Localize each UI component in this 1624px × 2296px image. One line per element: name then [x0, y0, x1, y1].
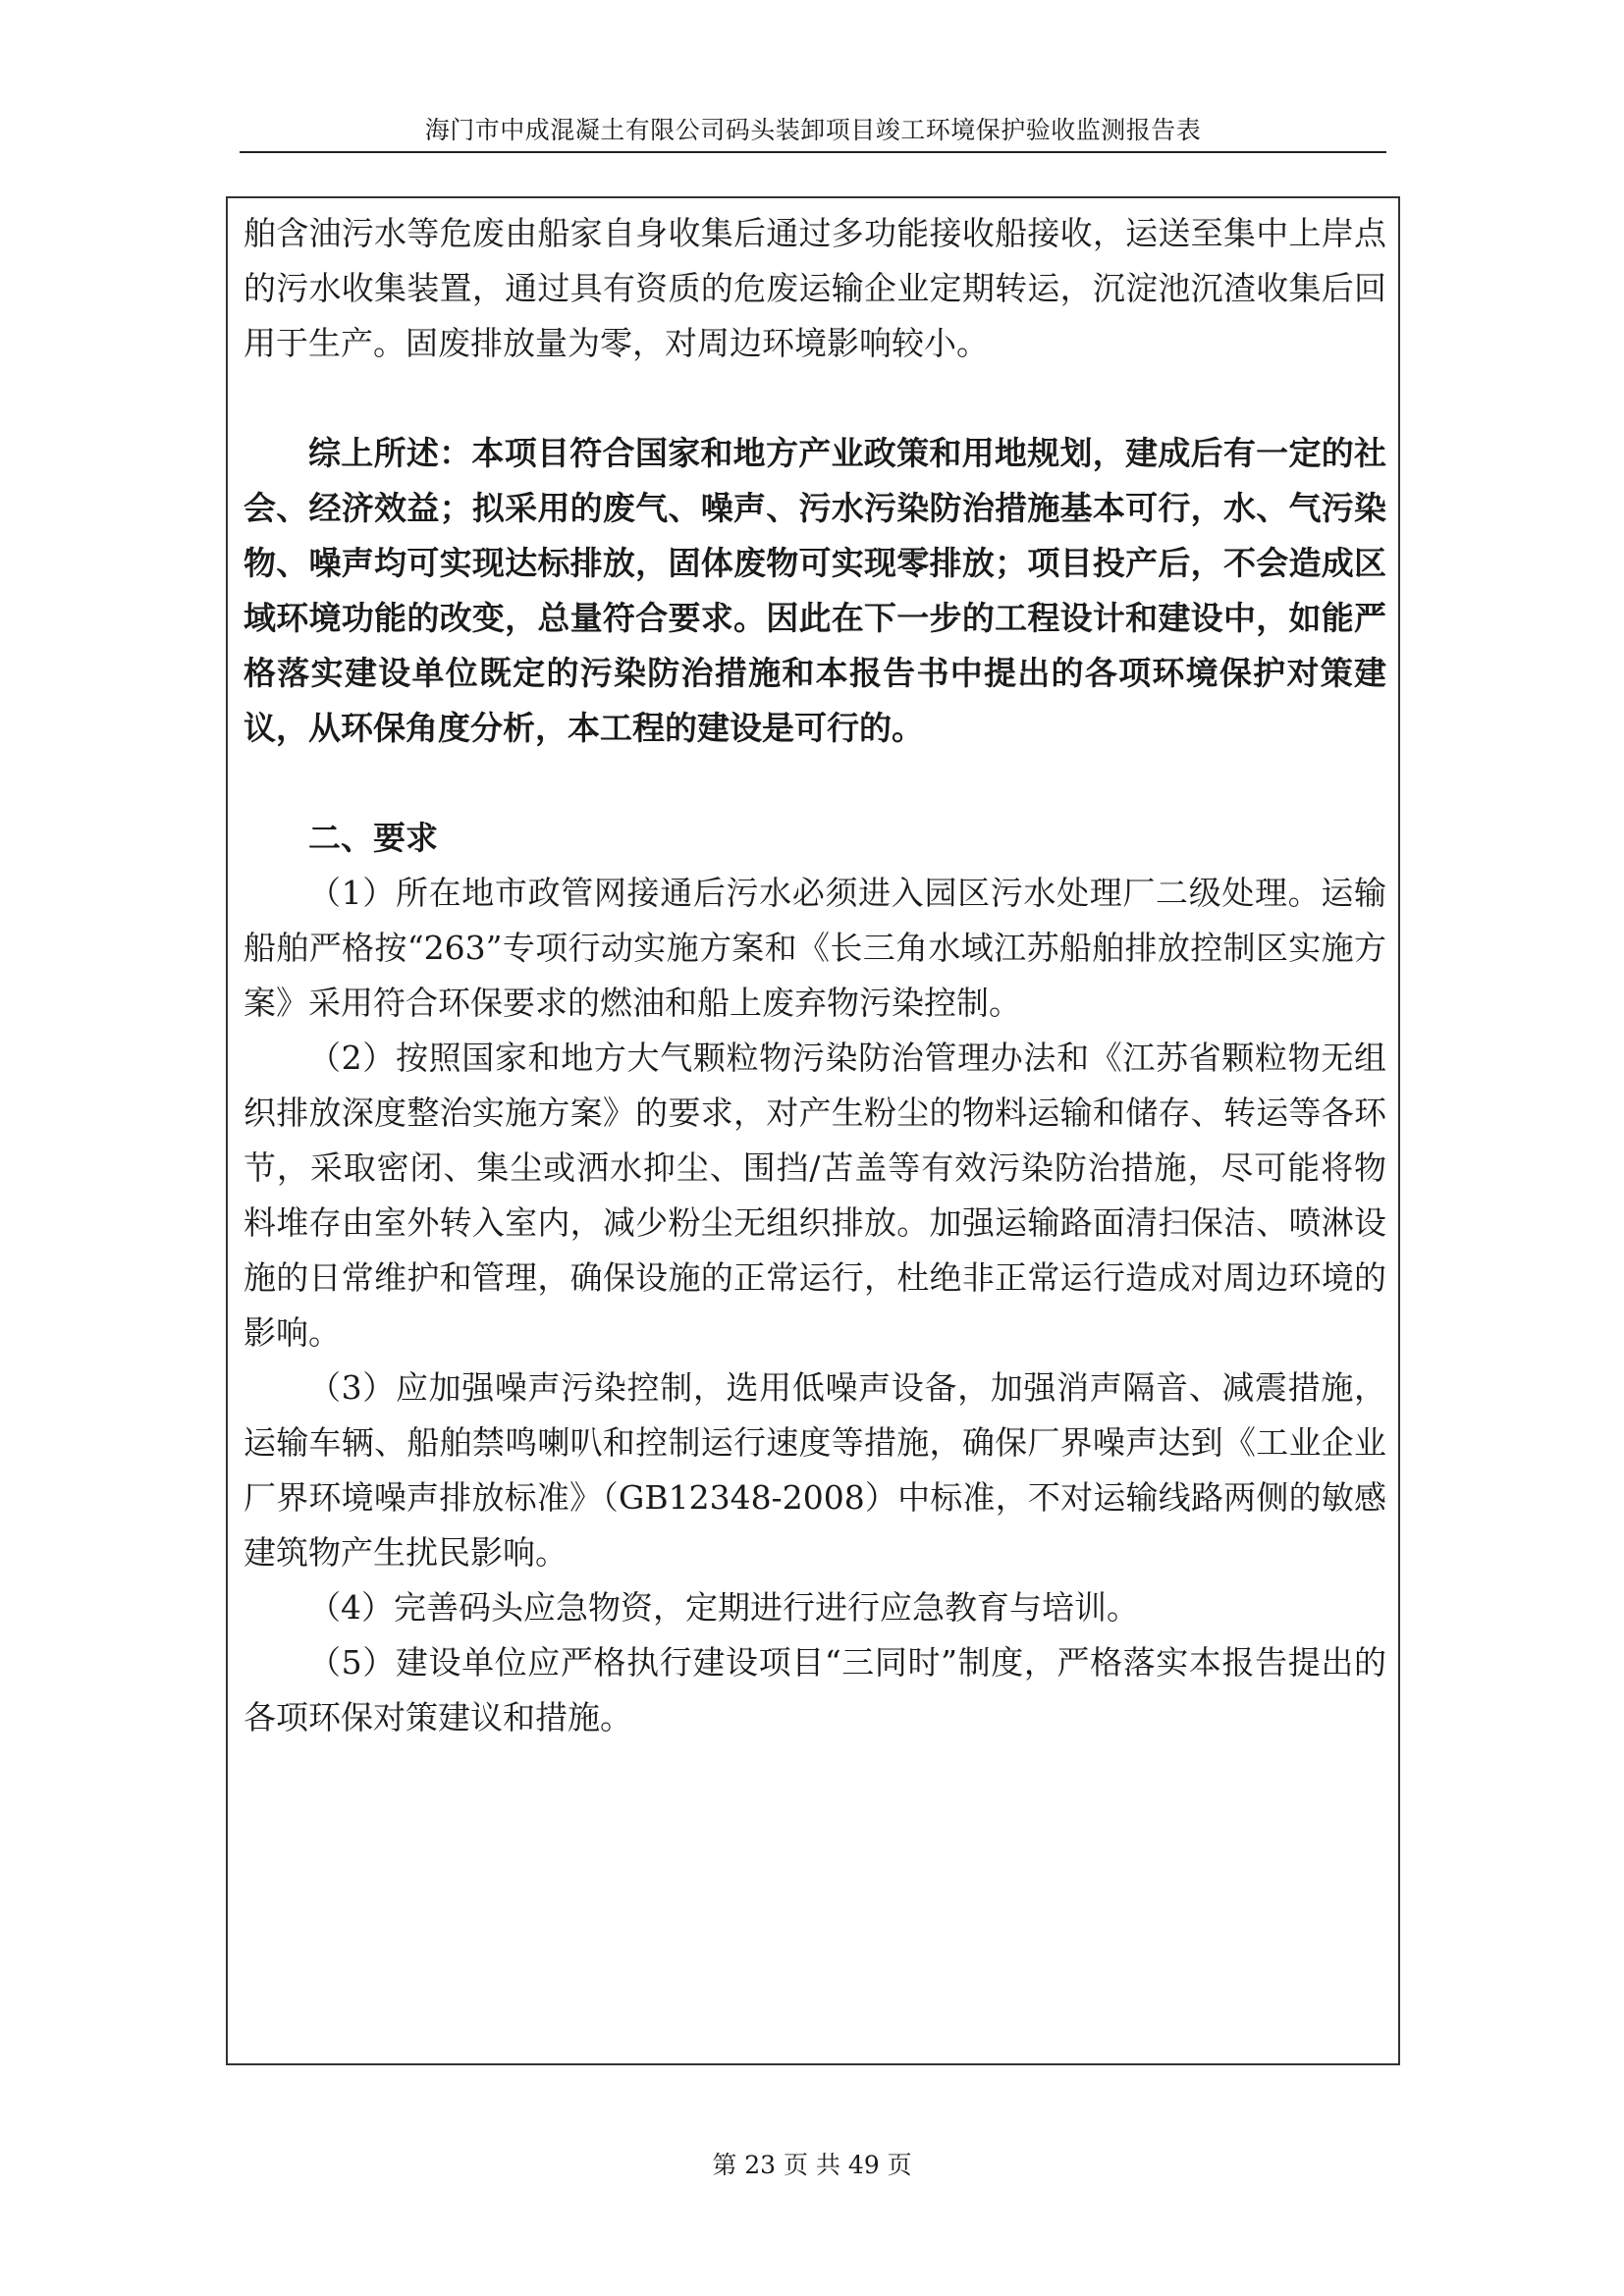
requirement-item: （1）所在地市政管网接通后污水必须进入园区污水处理厂二级处理。运输船舶严格按“263”专项行动实施方案和《长三角水域江苏船舶排放控制区实施方案》采用符合环保要求的燃油和船上废弃物污染控制。: [244, 874, 1386, 1022]
header-divider: [240, 151, 1386, 153]
requirement-item: （2）按照国家和地方大气颗粒物污染防治管理办法和《江苏省颗粒物无组织排放深度整治实施方案》的要求，对产生粉尘的物料运输和储存、转运等各环节，采取密闭、集尘或洒水抑尘、围挡/苫盖等有效污染防治措施，尽可能将物料堆存由室外转入室内，减少粉尘无组织排放。加强运输路面清扫保洁、喷淋设施的日常维护和管理，确保设施的正常运行，杜绝非正常运行造成对周边环境的影响。: [244, 1039, 1386, 1352]
section-heading: 二、要求: [308, 819, 438, 857]
requirement-item: （5）建设单位应严格执行建设项目“三同时”制度，严格落实本报告提出的各项环保对策建议和措施。: [244, 1643, 1386, 1736]
paragraph-conclusion: 综上所述：本项目符合国家和地方产业政策和用地规划，建成后有一定的社会、经济效益；拟采用的废气、噪声、污水污染防治措施基本可行，水、气污染物、噪声均可实现达标排放，固体废物可实现零排放；项目投产后，不会造成区域环境功能的改变，总量符合要求。因此在下一步的工程设计和建设中，如能严格落实建设单位既定的污染防治措施和本报告书中提出的各项环境保护对策建议，从环保角度分析，本工程的建设是可行的。: [244, 434, 1386, 747]
document-body: [244, 206, 1386, 1745]
requirement-item: （3）应加强噪声污染控制，选用低噪声设备，加强消声隔音、减震措施，运输车辆、船舶禁鸣喇叭和控制运行速度等措施，确保厂界噪声达到《工业企业厂界环境噪声排放标准》（GB12348-2008）中标准，不对运输线路两侧的敏感建筑物产生扰民影响。: [244, 1368, 1386, 1572]
paragraph-solid-waste: 舶含油污水等危废由船家自身收集后通过多功能接收船接收，运送至集中上岸点的污水收集装置，通过具有资质的危废运输企业定期转运，沉淀池沉渣收集后回用于生产。固废排放量为零，对周边环境影响较小。: [244, 214, 1386, 362]
page-header-title: 海门市中成混凝土有限公司码头装卸项目竣工环境保护验收监测报告表: [424, 116, 1202, 144]
requirement-item: （4）完善码头应急物资，定期进行进行应急教育与培训。: [308, 1588, 1139, 1627]
page-number: 第 23 页 共 49 页: [712, 2151, 912, 2179]
